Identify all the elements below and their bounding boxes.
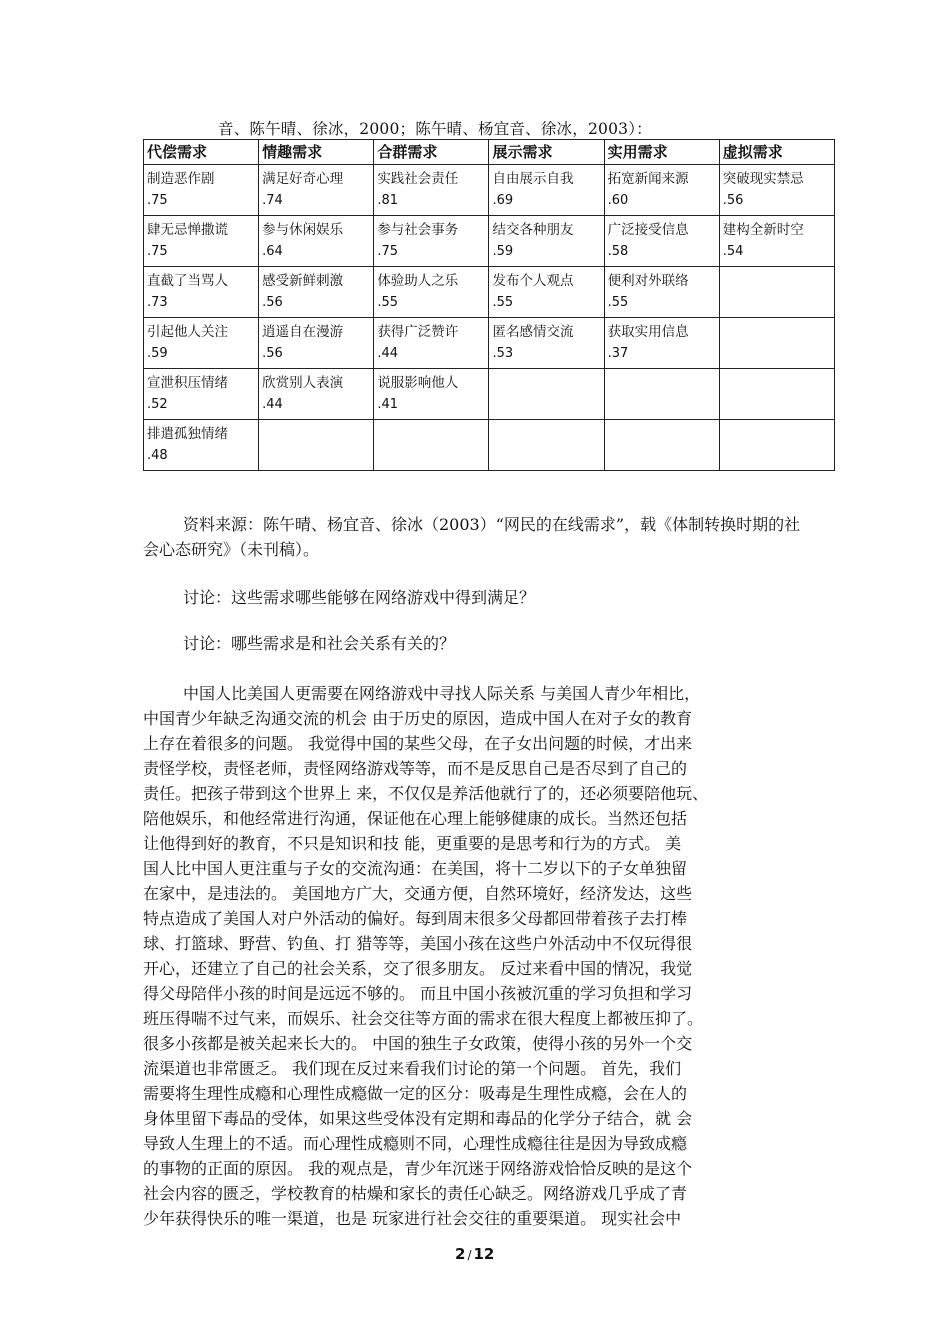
body-line: 流渠道也非常匮乏。 我们现在反过来看我们讨论的第一个问题。 首先，我们	[143, 1059, 682, 1078]
need-item: 建构全新时空	[722, 222, 804, 238]
header-compensation: 代偿需求	[144, 140, 259, 165]
table-row	[144, 216, 835, 267]
body-line: 导致人生理上的不适。而心理性成瘾则不同，心理性成瘾往往是因为导致成瘾	[143, 1134, 688, 1153]
need-item: 制造恶作剧	[147, 171, 215, 187]
table-cell	[144, 318, 259, 369]
need-item: 拓宽新闻来源	[607, 171, 689, 187]
table-cell	[489, 420, 604, 471]
table-cell	[144, 267, 259, 318]
page-total: 12	[473, 1245, 495, 1263]
intro-citation-line: 音、陈午晴、徐冰，2000；陈午晴、杨宜音、徐冰，2003）：	[218, 120, 652, 138]
need-item: 突破现实禁忌	[722, 171, 804, 187]
header-practical: 实用需求	[604, 140, 719, 165]
table-cell	[259, 318, 374, 369]
need-loading-value: .44	[262, 397, 283, 412]
need-item: 获取实用信息	[607, 324, 689, 340]
need-loading-value: .59	[492, 244, 514, 259]
table-row	[144, 420, 835, 471]
need-loading-value: .75	[147, 244, 168, 259]
table-cell	[489, 216, 604, 267]
body-line: 特点造成了美国人对户外活动的偏好。每到周末很多父母都回带着孩子去打棒	[143, 909, 688, 928]
need-loading-value: .69	[492, 193, 514, 208]
table-cell	[374, 165, 489, 216]
body-line: 国人比中国人更注重与子女的交流沟通：在美国，将十二岁以下的子女单独留	[143, 859, 688, 878]
table-cell	[259, 369, 374, 420]
header-virtual: 虚拟需求	[719, 140, 834, 165]
need-loading-value: .48	[147, 448, 168, 463]
table-cell	[259, 420, 374, 471]
body-line: 班压得喘不过气来，而娱乐、社会交往等方面的需求在很大程度上都被压抑了。	[143, 1009, 704, 1028]
table-cell	[374, 369, 489, 420]
discussion-question-1: 讨论：这些需求哪些能够在网络游戏中得到满足？	[183, 588, 536, 607]
table-cell	[489, 369, 604, 420]
header-interest: 情趣需求	[259, 140, 374, 165]
body-line: 责任。把孩子带到这个世界上 来，不仅仅是养活他就行了的，还必须要陪他玩、	[143, 784, 709, 803]
need-item: 便利对外联络	[607, 273, 689, 289]
body-line: 少年获得快乐的唯一渠道，也是 玩家进行社会交往的重要渠道。 现实社会中	[143, 1209, 682, 1228]
table-cell	[719, 165, 834, 216]
body-line: 中国人比美国人更需要在网络游戏中寻找人际关系 与美国人青少年相比，	[183, 684, 701, 703]
table-cell	[719, 420, 834, 471]
table-cell	[604, 165, 719, 216]
table-row	[144, 267, 835, 318]
need-loading-value: .73	[147, 295, 168, 310]
table-cell	[259, 267, 374, 318]
table-cell	[144, 216, 259, 267]
need-item: 肆无忌惮撒谎	[147, 222, 228, 238]
table-header-row	[144, 140, 835, 165]
need-loading-value: .58	[607, 244, 629, 259]
table-cell	[259, 216, 374, 267]
table-row	[144, 318, 835, 369]
table-cell	[489, 318, 604, 369]
need-loading-value: .75	[147, 193, 168, 208]
table-cell	[259, 165, 374, 216]
body-line: 社会内容的匮乏，学校教育的枯燥和家长的责任心缺乏。网络游戏几乎成了青	[143, 1184, 688, 1203]
table-cell	[374, 420, 489, 471]
need-loading-value: .53	[492, 346, 514, 361]
body-paragraph	[143, 681, 803, 1231]
header-sociability: 合群需求	[374, 140, 489, 165]
page-number	[455, 1245, 494, 1263]
table-cell	[719, 216, 834, 267]
need-loading-value: .56	[722, 193, 744, 208]
body-line: 责怪学校，责怪老师，责怪网络游戏等等，而不是反思自己是否尽到了自己的	[143, 759, 688, 778]
need-item: 广泛接受信息	[607, 222, 689, 238]
table-cell	[374, 267, 489, 318]
body-line: 开心，还建立了自己的社会关系，交了很多朋友。 反过来看中国的情况，我觉	[143, 959, 693, 978]
need-loading-value: .55	[492, 295, 514, 310]
table-row	[144, 165, 835, 216]
table-cell	[144, 420, 259, 471]
body-line: 中国青少年缺乏沟通交流的机会 由于历史的原因，造成中国人在对子女的教育	[143, 709, 693, 728]
need-loading-value: .56	[262, 295, 283, 310]
need-loading-value: .75	[377, 244, 398, 259]
table-cell	[604, 318, 719, 369]
need-item: 参与休闲娱乐	[262, 222, 344, 238]
page-current: 2	[455, 1245, 466, 1263]
table-cell	[489, 267, 604, 318]
table-cell	[144, 165, 259, 216]
table-cell	[604, 216, 719, 267]
body-line: 身体里留下毒品的受体，如果这些受体没有定期和毒品的化学分子结合，就 会	[143, 1109, 693, 1128]
need-item: 宣泄积压情绪	[147, 375, 228, 391]
need-item: 排遣孤独情绪	[147, 426, 228, 442]
need-loading-value: .55	[607, 295, 629, 310]
table-cell	[719, 318, 834, 369]
need-loading-value: .44	[377, 346, 398, 361]
table-cell	[604, 420, 719, 471]
need-item: 欣赏别人表演	[262, 375, 344, 391]
table-cell	[374, 216, 489, 267]
need-item: 逍遥自在漫游	[262, 324, 344, 340]
need-item: 结交各种朋友	[492, 222, 574, 238]
needs-table	[143, 139, 835, 471]
need-item: 说服影响他人	[377, 375, 459, 391]
need-loading-value: .41	[377, 397, 398, 412]
table-cell	[604, 369, 719, 420]
body-line: 陪他娱乐，和他经常进行沟通，保证他在心理上能够健康的成长。当然还包括	[143, 809, 688, 828]
body-line: 在家中，是违法的。 美国地方广大，交通方便，自然环境好，经济发达，这些	[143, 884, 693, 903]
need-item: 自由展示自我	[492, 171, 574, 187]
need-loading-value: .60	[607, 193, 629, 208]
need-loading-value: .74	[262, 193, 283, 208]
discussion-question-2: 讨论：哪些需求是和社会关系有关的？	[183, 634, 456, 653]
body-line: 需要将生理性成瘾和心理性成瘾做一定的区分：吸毒是生理性成瘾，会在人的	[143, 1084, 688, 1103]
source-note: 资料来源：陈午晴、杨宜音、徐冰（2003）“网民的在线需求”，载《体制转换时期的社会心态研究》（未刊稿）。	[143, 515, 801, 559]
need-loading-value: .81	[377, 193, 398, 208]
need-item: 实践社会责任	[377, 171, 459, 187]
table-cell	[374, 318, 489, 369]
need-loading-value: .64	[262, 244, 283, 259]
need-item: 感受新鲜刺激	[262, 273, 344, 289]
body-line: 上存在着很多的问题。 我觉得中国的某些父母，在子女出问题的时候，才出来	[143, 734, 693, 753]
need-loading-value: .54	[722, 244, 744, 259]
table-cell	[604, 267, 719, 318]
body-line: 的事物的正面的原因。 我的观点是，青少年沉迷于网络游戏恰恰反映的是这个	[143, 1159, 693, 1178]
page-separator: /	[467, 1248, 472, 1262]
body-line: 很多小孩都是被关起来长大的。 中国的独生子女政策，使得小孩的另外一个交	[143, 1034, 693, 1053]
need-loading-value: .56	[262, 346, 283, 361]
need-item: 直截了当骂人	[147, 273, 228, 289]
table-cell	[719, 369, 834, 420]
need-item: 满足好奇心理	[262, 171, 344, 187]
body-line: 球、打篮球、野营、钓鱼、打 猎等等，美国小孩在这些户外活动中不仅玩得很	[143, 934, 693, 953]
table-row	[144, 369, 835, 420]
need-item: 发布个人观点	[492, 273, 574, 289]
header-display: 展示需求	[489, 140, 604, 165]
need-item: 获得广泛赞许	[377, 324, 459, 340]
need-loading-value: .55	[377, 295, 398, 310]
need-loading-value: .52	[147, 397, 168, 412]
need-item: 引起他人关注	[147, 324, 228, 340]
body-line: 让他得到好的教育，不只是知识和技 能，更重要的是思考和行为的方式。 美	[143, 834, 682, 853]
need-item: 体验助人之乐	[377, 273, 459, 289]
need-item: 匿名感情交流	[492, 324, 574, 340]
need-loading-value: .59	[147, 346, 168, 361]
need-item: 参与社会事务	[377, 222, 459, 238]
table-cell	[144, 369, 259, 420]
table-cell	[719, 267, 834, 318]
table-cell	[489, 165, 604, 216]
need-loading-value: .37	[607, 346, 629, 361]
body-line: 得父母陪伴小孩的时间是远远不够的。 而且中国小孩被沉重的学习负担和学习	[143, 984, 693, 1003]
table-body	[144, 165, 835, 471]
